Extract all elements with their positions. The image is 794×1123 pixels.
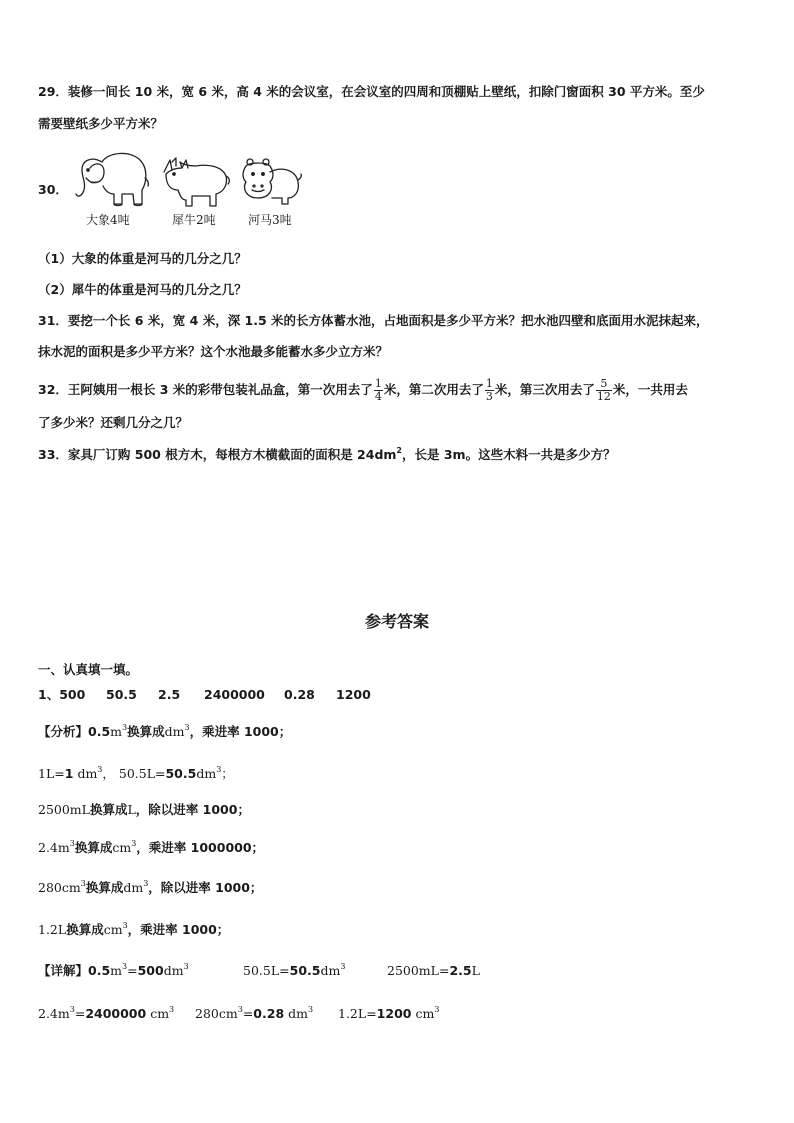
analysis-line-3: 2500mL换算成L，除以进率 1000； — [38, 802, 250, 817]
hippo-label: 河马3吨 — [248, 213, 292, 227]
q32-part1: 32．王阿姨用一根长 3 米的彩带包装礼品盒，第一次用去了 — [38, 382, 373, 397]
q32-part3: 米，第三次用去了 — [494, 382, 595, 397]
q29-line2: 需要壁纸多少平方米？ — [38, 116, 164, 131]
answer-row-1: 1、500 50.5 2.5 2400000 0.28 1200 — [38, 687, 371, 702]
q33-line: 33．家具厂订购 500 根方木，每根方木横截面的面积是 $24dm^2$，长是 3m。这些木料一共是多少方？ — [38, 446, 616, 462]
fraction-5-12: $\frac{5}{12}$ — [596, 377, 611, 403]
analysis-line-5: $280cm^3$换算成$dm^3$，除以进率 1000； — [38, 879, 263, 895]
q30-number: 30． — [38, 182, 68, 197]
hippo-image — [238, 154, 304, 210]
rhino-image — [160, 156, 232, 210]
q31-line2: 抹水泥的面积是多少平方米？这个水池最多能蓄水多少立方米？ — [38, 344, 389, 359]
q32-line1 — [38, 378, 688, 403]
analysis-line-2: 1L=1 $dm^3$， $50.5L=50.5dm^3$； — [38, 765, 234, 781]
q32-line2: 了多少米？还剩几分之几？ — [38, 415, 189, 430]
analysis-line-4: $2.4m^3$换算成$cm^3$，乘进率 1000000； — [38, 839, 265, 855]
answers-title: 参考答案 — [364, 612, 429, 631]
q30-sub1: （1）大象的体重是河马的几分之几？ — [38, 251, 247, 266]
q30-sub2: （2）犀牛的体重是河马的几分之几？ — [38, 282, 247, 297]
answers-section: 一、认真填一填。 — [38, 662, 139, 677]
elephant-image — [70, 148, 150, 210]
q32-part2: 米，第二次用去了 — [383, 382, 484, 397]
q32-part4: 米，一共用去 — [612, 382, 688, 397]
q31-line1: 31．要挖一个长 6 米，宽 4 米，深 1.5 米的长方体蓄水池，占地面积是多少平方米？把水池四壁和底面用水泥抹起来， — [38, 313, 709, 328]
analysis-line-1: 【分析】$0.5m^3$换算成$dm^3$，乘进率 1000； — [38, 723, 292, 739]
fraction-1-3: $\frac{1}{3}$ — [485, 377, 493, 403]
q29-line1: 29．装修一间长 10 米，宽 6 米，高 4 米的会议室，在会议室的四周和顶棚贴上壁纸，扣除门窗面积 30 平方米。至少 — [38, 84, 705, 99]
rhino-label: 犀牛2吨 — [172, 213, 216, 227]
detail-line-1: 【详解】$0.5m^3=500dm^3$ $50.5L=50.5dm^3$ 2500mL=2.5L — [38, 962, 480, 978]
detail-line-2: $2.4m^3=2400000$ $cm^3$ $280cm^3=0.28$ $dm^3$ 1.2L=1200 $cm^3$ — [38, 1005, 440, 1021]
fraction-1-4: $\frac{1}{4}$ — [374, 377, 382, 403]
elephant-label: 大象4吨 — [86, 213, 130, 227]
analysis-line-6: 1.2L换算成$cm^3$，乘进率 1000； — [38, 921, 230, 937]
